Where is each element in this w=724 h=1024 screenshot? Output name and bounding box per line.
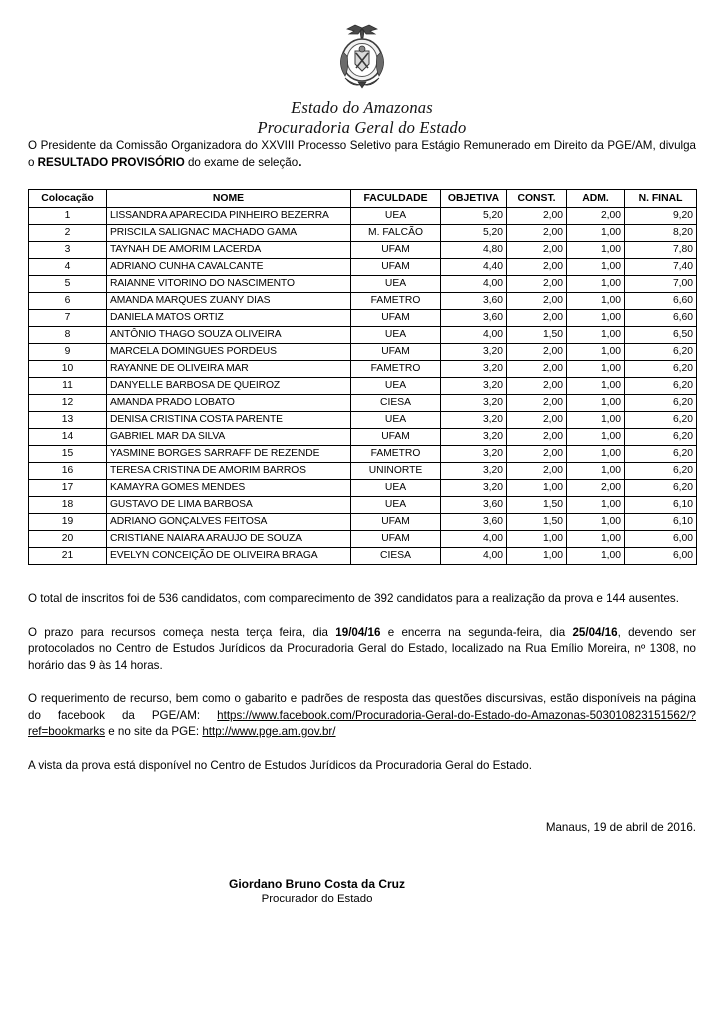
table-row [29, 327, 697, 344]
cell-const: 1,50 [507, 514, 567, 531]
table-row [29, 208, 697, 225]
cell-adm: 1,00 [567, 514, 625, 531]
paragraph-prazo-recursos [28, 625, 696, 675]
cell-nome: LISSANDRA APARECIDA PINHEIRO BEZERRA [107, 208, 351, 225]
cell-nome: ANTÔNIO THAGO SOUZA OLIVEIRA [107, 327, 351, 344]
cell-faculdade: UFAM [351, 310, 441, 327]
cell-objetiva: 3,20 [441, 480, 507, 497]
cell-faculdade: FAMETRO [351, 293, 441, 310]
cell-nota-final: 6,00 [625, 531, 697, 548]
table-row [29, 259, 697, 276]
cell-const: 1,00 [507, 531, 567, 548]
cell-colocacao: 10 [29, 361, 107, 378]
table-row [29, 429, 697, 446]
paragraph-inscritos: O total de inscritos foi de 536 candidatos, com comparecimento de 392 candidatos para a realização da prova e 144 ausentes. [28, 592, 679, 605]
cell-adm: 1,00 [567, 310, 625, 327]
intro-text-part1: O Presidente da Comissão Organizadora do XXVIII Processo Seletivo para Estágio Remunerado em Direito da PGE/AM, divulga o [28, 139, 696, 169]
cell-nota-final: 6,20 [625, 395, 697, 412]
cell-colocacao: 6 [29, 293, 107, 310]
facebook-page-link[interactable]: https://www.facebook.com/Procuradoria-Geral-do-Estado-do-Amazonas-503010823151562/?ref=bookmarks [28, 708, 696, 738]
cell-nota-final: 6,20 [625, 480, 697, 497]
cell-nome: TAYNAH DE AMORIM LACERDA [107, 242, 351, 259]
cell-objetiva: 5,20 [441, 225, 507, 242]
cell-faculdade: UEA [351, 412, 441, 429]
cell-faculdade: CIESA [351, 395, 441, 412]
header-state-name: Estado do Amazonas [291, 98, 433, 117]
prazo-start-date: 19/04/16 [335, 625, 381, 639]
cell-faculdade: UFAM [351, 514, 441, 531]
table-row [29, 412, 697, 429]
cell-objetiva: 4,00 [441, 327, 507, 344]
cell-objetiva: 3,60 [441, 310, 507, 327]
cell-adm: 1,00 [567, 412, 625, 429]
cell-adm: 2,00 [567, 208, 625, 225]
cell-faculdade: UEA [351, 208, 441, 225]
cell-faculdade: CIESA [351, 548, 441, 565]
cell-nota-final: 6,20 [625, 463, 697, 480]
cell-faculdade: UFAM [351, 259, 441, 276]
cell-colocacao: 13 [29, 412, 107, 429]
cell-nome: TERESA CRISTINA DE AMORIM BARROS [107, 463, 351, 480]
intro-text-part2: do exame de seleção [184, 155, 299, 169]
cell-nota-final: 6,00 [625, 548, 697, 565]
table-row [29, 293, 697, 310]
cell-const: 2,00 [507, 395, 567, 412]
cell-faculdade: UEA [351, 327, 441, 344]
cell-nome: ADRIANO CUNHA CAVALCANTE [107, 259, 351, 276]
cell-faculdade: UNINORTE [351, 463, 441, 480]
cell-nota-final: 6,20 [625, 361, 697, 378]
paragraph-recurso-links [28, 691, 696, 741]
cell-colocacao: 11 [29, 378, 107, 395]
pge-site-link[interactable]: http://www.pge.am.gov.br/ [202, 725, 336, 738]
cell-nome: CRISTIANE NAIARA ARAUJO DE SOUZA [107, 531, 351, 548]
cell-adm: 1,00 [567, 293, 625, 310]
cell-nota-final: 8,20 [625, 225, 697, 242]
cell-nota-final: 9,20 [625, 208, 697, 225]
col-header-nota-final: N. FINAL [625, 190, 697, 208]
cell-faculdade: UFAM [351, 531, 441, 548]
cell-adm: 1,00 [567, 242, 625, 259]
table-row [29, 514, 697, 531]
cell-const: 1,50 [507, 497, 567, 514]
cell-faculdade: UFAM [351, 242, 441, 259]
cell-objetiva: 3,20 [441, 378, 507, 395]
cell-const: 1,00 [507, 480, 567, 497]
cell-nome: GUSTAVO DE LIMA BARBOSA [107, 497, 351, 514]
cell-nota-final: 6,50 [625, 327, 697, 344]
cell-nome: DENISA CRISTINA COSTA PARENTE [107, 412, 351, 429]
cell-faculdade: FAMETRO [351, 446, 441, 463]
prazo-text-part2: e encerra na segunda-feira, dia [380, 625, 573, 639]
cell-adm: 1,00 [567, 497, 625, 514]
cell-objetiva: 3,60 [441, 514, 507, 531]
intro-paragraph [28, 138, 696, 171]
header-organ-name: Procuradoria Geral do Estado [257, 118, 467, 137]
table-row [29, 497, 697, 514]
cell-faculdade: UFAM [351, 429, 441, 446]
cell-nome: AMANDA PRADO LOBATO [107, 395, 351, 412]
cell-adm: 1,00 [567, 548, 625, 565]
intro-section [0, 138, 724, 171]
cell-colocacao: 16 [29, 463, 107, 480]
col-header-faculdade: FACULDADE [351, 190, 441, 208]
cell-nome: DANYELLE BARBOSA DE QUEIROZ [107, 378, 351, 395]
cell-nota-final: 6,20 [625, 446, 697, 463]
cell-adm: 1,00 [567, 344, 625, 361]
cell-objetiva: 4,00 [441, 531, 507, 548]
cell-nota-final: 6,10 [625, 514, 697, 531]
cell-faculdade: UEA [351, 497, 441, 514]
cell-const: 2,00 [507, 208, 567, 225]
cell-const: 2,00 [507, 361, 567, 378]
cell-objetiva: 5,20 [441, 208, 507, 225]
cell-colocacao: 12 [29, 395, 107, 412]
cell-colocacao: 18 [29, 497, 107, 514]
table-row [29, 531, 697, 548]
results-table [28, 189, 697, 565]
prazo-text-part1: O prazo para recursos começa nesta terça feira, dia [28, 625, 336, 639]
cell-objetiva: 3,60 [441, 293, 507, 310]
cell-nome: RAYANNE DE OLIVEIRA MAR [107, 361, 351, 378]
cell-const: 2,00 [507, 429, 567, 446]
results-table-head [29, 190, 697, 208]
cell-colocacao: 3 [29, 242, 107, 259]
cell-nome: ADRIANO GONÇALVES FEITOSA [107, 514, 351, 531]
cell-objetiva: 3,20 [441, 395, 507, 412]
recurso-text-part1: O requerimento de recurso, bem como o gabarito e padrões de resposta das questões discursivas, estão disponíveis na página do facebook da PGE/AM: [28, 692, 696, 722]
cell-adm: 1,00 [567, 259, 625, 276]
cell-nome: RAIANNE VITORINO DO NASCIMENTO [107, 276, 351, 293]
cell-const: 2,00 [507, 412, 567, 429]
cell-const: 2,00 [507, 242, 567, 259]
cell-objetiva: 4,40 [441, 259, 507, 276]
table-row [29, 310, 697, 327]
cell-adm: 1,00 [567, 463, 625, 480]
cell-const: 2,00 [507, 259, 567, 276]
results-table-wrapper [0, 189, 724, 565]
document-header [0, 0, 724, 138]
cell-colocacao: 5 [29, 276, 107, 293]
cell-const: 2,00 [507, 276, 567, 293]
cell-faculdade: UEA [351, 378, 441, 395]
table-row [29, 242, 697, 259]
cell-objetiva: 3,20 [441, 344, 507, 361]
table-row [29, 395, 697, 412]
cell-nota-final: 7,00 [625, 276, 697, 293]
cell-objetiva: 4,00 [441, 548, 507, 565]
cell-nome: KAMAYRA GOMES MENDES [107, 480, 351, 497]
cell-objetiva: 3,60 [441, 497, 507, 514]
cell-nome: DANIELA MATOS ORTIZ [107, 310, 351, 327]
document-date: Manaus, 19 de abril de 2016. [545, 821, 696, 834]
cell-adm: 1,00 [567, 327, 625, 344]
cell-faculdade: FAMETRO [351, 361, 441, 378]
cell-nome: YASMINE BORGES SARRAFF DE REZENDE [107, 446, 351, 463]
prazo-text-part3: , devendo ser protocolados no Centro de Estudos Jurídicos da Procuradoria Geral do Estado, localizado na Rua Emílio Moreira, nº 1308, no horário das 9 às 14 horas. [28, 625, 696, 672]
cell-colocacao: 7 [29, 310, 107, 327]
cell-nome: PRISCILA SALIGNAC MACHADO GAMA [107, 225, 351, 242]
cell-faculdade: UEA [351, 276, 441, 293]
col-header-adm: ADM. [567, 190, 625, 208]
cell-adm: 1,00 [567, 429, 625, 446]
prazo-end-date: 25/04/16 [572, 625, 618, 639]
table-row [29, 344, 697, 361]
cell-adm: 1,00 [567, 378, 625, 395]
cell-const: 1,00 [507, 548, 567, 565]
cell-adm: 1,00 [567, 446, 625, 463]
cell-const: 2,00 [507, 344, 567, 361]
cell-faculdade: M. FALCÃO [351, 225, 441, 242]
amazonas-coat-of-arms-icon [325, 22, 399, 94]
cell-const: 2,00 [507, 463, 567, 480]
cell-objetiva: 4,00 [441, 276, 507, 293]
cell-colocacao: 4 [29, 259, 107, 276]
paragraph-vista-prova: A vista da prova está disponível no Centro de Estudos Jurídicos da Procuradoria Geral do Estado. [28, 758, 532, 772]
signer-role: Procurador do Estado [261, 893, 373, 905]
cell-nota-final: 7,80 [625, 242, 697, 259]
table-row [29, 446, 697, 463]
cell-const: 2,00 [507, 293, 567, 310]
cell-colocacao: 8 [29, 327, 107, 344]
cell-nota-final: 6,20 [625, 344, 697, 361]
col-header-objetiva: OBJETIVA [441, 190, 507, 208]
cell-colocacao: 19 [29, 514, 107, 531]
cell-objetiva: 4,80 [441, 242, 507, 259]
table-row [29, 480, 697, 497]
cell-nota-final: 7,40 [625, 259, 697, 276]
cell-colocacao: 21 [29, 548, 107, 565]
cell-adm: 2,00 [567, 480, 625, 497]
cell-adm: 1,00 [567, 361, 625, 378]
body-paragraphs [0, 565, 724, 774]
cell-const: 2,00 [507, 310, 567, 327]
cell-faculdade: UFAM [351, 344, 441, 361]
table-row [29, 276, 697, 293]
table-row [29, 361, 697, 378]
col-header-nome: NOME [107, 190, 351, 208]
cell-colocacao: 17 [29, 480, 107, 497]
cell-colocacao: 2 [29, 225, 107, 242]
cell-nome: GABRIEL MAR DA SILVA [107, 429, 351, 446]
cell-const: 2,00 [507, 225, 567, 242]
cell-faculdade: UEA [351, 480, 441, 497]
cell-objetiva: 3,20 [441, 412, 507, 429]
cell-nota-final: 6,20 [625, 412, 697, 429]
table-row [29, 225, 697, 242]
cell-colocacao: 14 [29, 429, 107, 446]
cell-objetiva: 3,20 [441, 429, 507, 446]
cell-objetiva: 3,20 [441, 463, 507, 480]
table-row [29, 463, 697, 480]
signature-block [0, 876, 724, 907]
cell-nota-final: 6,20 [625, 378, 697, 395]
cell-colocacao: 20 [29, 531, 107, 548]
table-header-row [29, 190, 697, 208]
cell-const: 1,50 [507, 327, 567, 344]
cell-nota-final: 6,60 [625, 310, 697, 327]
cell-colocacao: 1 [29, 208, 107, 225]
cell-adm: 1,00 [567, 276, 625, 293]
cell-objetiva: 3,20 [441, 361, 507, 378]
col-header-const: CONST. [507, 190, 567, 208]
table-row [29, 378, 697, 395]
cell-nota-final: 6,60 [625, 293, 697, 310]
signer-name: Giordano Bruno Costa da Cruz [228, 877, 405, 891]
cell-objetiva: 3,20 [441, 446, 507, 463]
cell-const: 2,00 [507, 446, 567, 463]
cell-adm: 1,00 [567, 395, 625, 412]
cell-nota-final: 6,20 [625, 429, 697, 446]
cell-nome: MARCELA DOMINGUES PORDEUS [107, 344, 351, 361]
table-row [29, 548, 697, 565]
cell-colocacao: 15 [29, 446, 107, 463]
cell-nome: AMANDA MARQUES ZUANY DIAS [107, 293, 351, 310]
cell-adm: 1,00 [567, 531, 625, 548]
cell-nome: EVELYN CONCEIÇÃO DE OLIVEIRA BRAGA [107, 548, 351, 565]
intro-result-highlight: RESULTADO PROVISÓRIO [37, 155, 185, 169]
cell-nota-final: 6,10 [625, 497, 697, 514]
cell-const: 2,00 [507, 378, 567, 395]
intro-period: . [298, 155, 302, 169]
cell-colocacao: 9 [29, 344, 107, 361]
col-header-colocacao: Colocação [29, 190, 107, 208]
recurso-text-part2: e no site da PGE: [105, 725, 203, 738]
cell-adm: 1,00 [567, 225, 625, 242]
results-table-body [29, 208, 697, 565]
